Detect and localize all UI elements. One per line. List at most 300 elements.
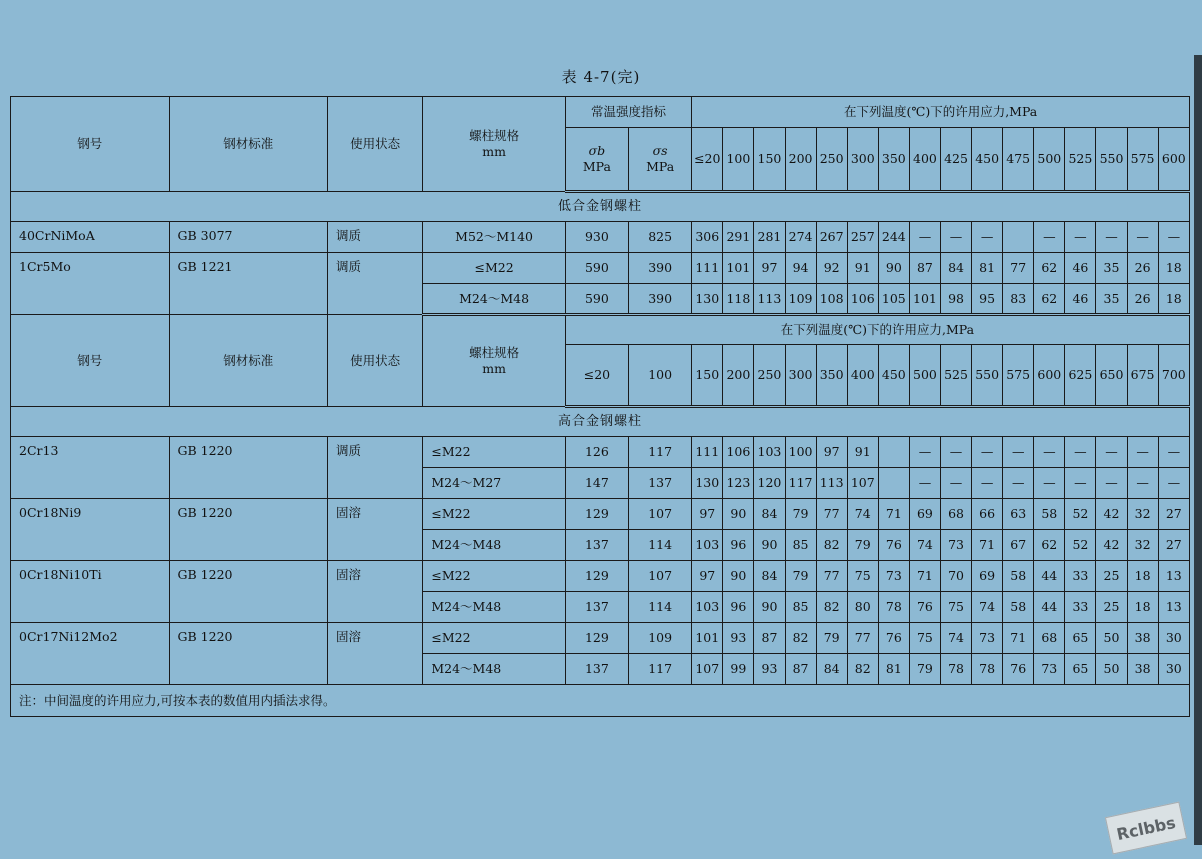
data-row bbox=[11, 623, 1190, 654]
steel-state: 固溶 bbox=[328, 499, 423, 561]
stress-value: 76 bbox=[878, 623, 909, 654]
stress-value: — bbox=[1158, 437, 1189, 468]
sigma-b-value: 590 bbox=[565, 253, 628, 284]
stress-value: 94 bbox=[785, 253, 816, 284]
stress-value: 82 bbox=[785, 623, 816, 654]
stress-value: 99 bbox=[723, 654, 754, 685]
stress-value: 71 bbox=[972, 530, 1003, 561]
watermark-logo: Rclbbs bbox=[1105, 802, 1187, 855]
spec-label: 螺柱规格 bbox=[469, 128, 520, 144]
stress-value: 126 bbox=[565, 437, 628, 468]
temperature-header: 100 bbox=[723, 128, 754, 192]
stress-value: 82 bbox=[816, 530, 847, 561]
stress-value: — bbox=[972, 222, 1003, 253]
stress-value: 97 bbox=[692, 499, 723, 530]
stress-value: 82 bbox=[816, 592, 847, 623]
stress-value: 63 bbox=[1003, 499, 1034, 530]
stress-value: 66 bbox=[972, 499, 1003, 530]
stress-value: 71 bbox=[909, 561, 940, 592]
stress-value: 123 bbox=[723, 468, 754, 499]
steel-state: 调质 bbox=[328, 222, 423, 253]
stress-value: — bbox=[1096, 468, 1127, 499]
stress-value: 147 bbox=[565, 468, 628, 499]
stress-value: 70 bbox=[940, 561, 971, 592]
stress-value: 74 bbox=[940, 623, 971, 654]
stress-value: 27 bbox=[1158, 499, 1189, 530]
stress-value: 33 bbox=[1065, 561, 1096, 592]
stress-value: — bbox=[1096, 437, 1127, 468]
stress-value: 44 bbox=[1034, 561, 1065, 592]
stress-value: 103 bbox=[692, 592, 723, 623]
stress-value: 90 bbox=[754, 592, 785, 623]
temperature-header: 300 bbox=[785, 345, 816, 407]
stress-value: 137 bbox=[565, 530, 628, 561]
stress-value: — bbox=[1034, 468, 1065, 499]
temperature-header: 500 bbox=[1034, 128, 1065, 192]
stress-value: 82 bbox=[847, 654, 878, 685]
stress-value: 90 bbox=[723, 499, 754, 530]
stress-value: 84 bbox=[816, 654, 847, 685]
sigma-s-symbol: σs bbox=[652, 143, 668, 159]
stress-value: 274 bbox=[785, 222, 816, 253]
stress-value: 79 bbox=[785, 499, 816, 530]
stress-value: 77 bbox=[816, 499, 847, 530]
sigma-b-unit: MPa bbox=[582, 159, 611, 174]
stress-value: — bbox=[1003, 468, 1034, 499]
stress-value: 26 bbox=[1127, 253, 1158, 284]
stress-value: 106 bbox=[723, 437, 754, 468]
stress-value: — bbox=[1003, 437, 1034, 468]
stress-value: 13 bbox=[1158, 592, 1189, 623]
temperature-header: 600 bbox=[1034, 345, 1065, 407]
temperature-header: 525 bbox=[1065, 128, 1096, 192]
temperature-header: 250 bbox=[816, 128, 847, 192]
stress-value: 52 bbox=[1065, 499, 1096, 530]
stress-value: 65 bbox=[1065, 654, 1096, 685]
stress-value: 77 bbox=[816, 561, 847, 592]
temperature-header: 575 bbox=[1127, 128, 1158, 192]
temperature-header: 425 bbox=[940, 128, 971, 192]
stress-value: — bbox=[1034, 222, 1065, 253]
stud-spec: M24～M27 bbox=[423, 468, 565, 499]
stress-value: 30 bbox=[1158, 654, 1189, 685]
stress-value: — bbox=[1127, 437, 1158, 468]
data-row bbox=[11, 561, 1190, 592]
stress-value: 130 bbox=[692, 468, 723, 499]
temperature-header: 350 bbox=[878, 128, 909, 192]
cell-text: 钢号 bbox=[77, 136, 103, 152]
stress-value: 101 bbox=[692, 623, 723, 654]
stress-value: 18 bbox=[1127, 561, 1158, 592]
steel-grade: 40CrNiMoA bbox=[11, 222, 170, 253]
stress-value: 67 bbox=[1003, 530, 1034, 561]
stress-value: 114 bbox=[629, 592, 692, 623]
temperature-header: 650 bbox=[1096, 345, 1127, 407]
steel-standard: GB 1220 bbox=[169, 561, 328, 623]
stud-spec: M24～M48 bbox=[423, 530, 565, 561]
stress-value: 69 bbox=[909, 499, 940, 530]
steel-standard: GB 1220 bbox=[169, 623, 328, 685]
stress-value: 76 bbox=[1003, 654, 1034, 685]
stress-value: 117 bbox=[629, 437, 692, 468]
sigma-s-value: 825 bbox=[629, 222, 692, 253]
header-standard bbox=[169, 315, 328, 407]
stress-value: 81 bbox=[972, 253, 1003, 284]
stress-value: 38 bbox=[1127, 623, 1158, 654]
stress-value: 118 bbox=[723, 284, 754, 315]
stress-value: 71 bbox=[878, 499, 909, 530]
sigma-s-value: 390 bbox=[629, 253, 692, 284]
stress-value: 32 bbox=[1127, 499, 1158, 530]
stress-value: 58 bbox=[1034, 499, 1065, 530]
stress-value: — bbox=[940, 437, 971, 468]
temperature-header: 525 bbox=[940, 345, 971, 407]
stress-value: 77 bbox=[1003, 253, 1034, 284]
section-high-alloy: 高合金钢螺柱 bbox=[11, 407, 1190, 437]
sigma-s-value: 390 bbox=[629, 284, 692, 315]
stress-value: 96 bbox=[723, 592, 754, 623]
stress-value: 26 bbox=[1127, 284, 1158, 315]
stress-value: 107 bbox=[847, 468, 878, 499]
temperature-header: 400 bbox=[909, 128, 940, 192]
stress-value: 93 bbox=[754, 654, 785, 685]
stress-value: 130 bbox=[692, 284, 723, 315]
stress-value: 74 bbox=[972, 592, 1003, 623]
stress-value: — bbox=[909, 468, 940, 499]
stress-value bbox=[878, 468, 909, 499]
steel-standard: GB 1220 bbox=[169, 437, 328, 499]
header-stress-title bbox=[692, 97, 1190, 128]
stress-value: 291 bbox=[723, 222, 754, 253]
stud-spec: ≤M22 bbox=[423, 623, 565, 654]
stress-value: 114 bbox=[629, 530, 692, 561]
stress-value: 137 bbox=[629, 468, 692, 499]
stress-value: 137 bbox=[565, 592, 628, 623]
stress-value: 76 bbox=[878, 530, 909, 561]
temperature-header: 675 bbox=[1127, 345, 1158, 407]
stress-value: 129 bbox=[565, 623, 628, 654]
stress-value: 129 bbox=[565, 499, 628, 530]
stress-value: 46 bbox=[1065, 253, 1096, 284]
stress-value: 90 bbox=[723, 561, 754, 592]
section-low-alloy: 低合金钢螺柱 bbox=[11, 192, 1190, 222]
sigma-b-value: 590 bbox=[565, 284, 628, 315]
steel-grade: 2Cr13 bbox=[11, 437, 170, 499]
stress-value: 84 bbox=[754, 499, 785, 530]
stress-value: 78 bbox=[878, 592, 909, 623]
header-spec bbox=[423, 97, 565, 192]
temperature-header: 200 bbox=[785, 128, 816, 192]
stud-spec: ≤M22 bbox=[423, 253, 565, 284]
stress-value: 80 bbox=[847, 592, 878, 623]
stress-value: 13 bbox=[1158, 561, 1189, 592]
stress-value: 42 bbox=[1096, 530, 1127, 561]
stress-value: 75 bbox=[909, 623, 940, 654]
stress-value: — bbox=[1034, 437, 1065, 468]
stress-value: 18 bbox=[1158, 253, 1189, 284]
stress-value: 97 bbox=[692, 561, 723, 592]
stress-value: 91 bbox=[847, 437, 878, 468]
stress-value: 103 bbox=[692, 530, 723, 561]
steel-grade: 0Cr18Ni9 bbox=[11, 499, 170, 561]
temperature-header: 400 bbox=[847, 345, 878, 407]
stress-value: 50 bbox=[1096, 623, 1127, 654]
header-row bbox=[11, 315, 1190, 345]
temperature-header: 550 bbox=[1096, 128, 1127, 192]
stress-value: 103 bbox=[754, 437, 785, 468]
stress-value: 87 bbox=[909, 253, 940, 284]
stress-value: 87 bbox=[785, 654, 816, 685]
stress-value: 79 bbox=[909, 654, 940, 685]
section-row bbox=[11, 407, 1190, 437]
stress-value: 50 bbox=[1096, 654, 1127, 685]
stress-value: 74 bbox=[847, 499, 878, 530]
stress-value: 107 bbox=[629, 499, 692, 530]
temperature-header: 625 bbox=[1065, 345, 1096, 407]
temperature-header: 450 bbox=[972, 128, 1003, 192]
stress-value: 75 bbox=[847, 561, 878, 592]
stress-value: 85 bbox=[785, 592, 816, 623]
stress-value: 27 bbox=[1158, 530, 1189, 561]
section-row bbox=[11, 192, 1190, 222]
stress-value: 18 bbox=[1158, 284, 1189, 315]
stress-value: 38 bbox=[1127, 654, 1158, 685]
stress-value: 111 bbox=[692, 437, 723, 468]
stress-value: 96 bbox=[723, 530, 754, 561]
stress-value: 33 bbox=[1065, 592, 1096, 623]
sigma-s-unit: MPa bbox=[646, 159, 675, 174]
stress-value: 267 bbox=[816, 222, 847, 253]
stress-value: — bbox=[972, 468, 1003, 499]
cell-text: 使用状态 bbox=[350, 352, 401, 368]
stress-value: 73 bbox=[940, 530, 971, 561]
stress-value: 73 bbox=[972, 623, 1003, 654]
stress-value: 69 bbox=[972, 561, 1003, 592]
stud-spec: ≤M22 bbox=[423, 499, 565, 530]
stress-value: 78 bbox=[972, 654, 1003, 685]
stress-value: 107 bbox=[629, 561, 692, 592]
stress-value: 306 bbox=[692, 222, 723, 253]
data-row bbox=[11, 253, 1190, 284]
steel-standard: GB 1221 bbox=[169, 253, 328, 315]
stress-value: 25 bbox=[1096, 561, 1127, 592]
stress-value: 113 bbox=[816, 468, 847, 499]
stress-value: 44 bbox=[1034, 592, 1065, 623]
stress-value: — bbox=[1158, 468, 1189, 499]
steel-state: 固溶 bbox=[328, 623, 423, 685]
stress-value: 120 bbox=[754, 468, 785, 499]
stress-value: 42 bbox=[1096, 499, 1127, 530]
stress-value: 68 bbox=[1034, 623, 1065, 654]
stress-value: 107 bbox=[692, 654, 723, 685]
temperature-header: 500 bbox=[909, 345, 940, 407]
stress-value: 84 bbox=[754, 561, 785, 592]
temperature-header: 250 bbox=[754, 345, 785, 407]
stress-value: 111 bbox=[692, 253, 723, 284]
stress-value: 76 bbox=[909, 592, 940, 623]
header-sigma-b bbox=[565, 128, 628, 192]
steel-state: 调质 bbox=[328, 437, 423, 499]
header-row bbox=[11, 97, 1190, 128]
stress-value: 79 bbox=[847, 530, 878, 561]
header-stress-title bbox=[565, 315, 1189, 345]
allowable-stress-table bbox=[10, 96, 1190, 717]
stress-value: 117 bbox=[629, 654, 692, 685]
temperature-header: 575 bbox=[1003, 345, 1034, 407]
stress-value: 25 bbox=[1096, 592, 1127, 623]
stud-spec: ≤M22 bbox=[423, 561, 565, 592]
stress-value: 93 bbox=[723, 623, 754, 654]
stress-value: 129 bbox=[565, 561, 628, 592]
stress-value bbox=[878, 437, 909, 468]
header-steel bbox=[11, 315, 170, 407]
header-standard bbox=[169, 97, 328, 192]
temperature-header: 200 bbox=[723, 345, 754, 407]
stress-value: — bbox=[1127, 222, 1158, 253]
temperature-header: 350 bbox=[816, 345, 847, 407]
stress-value: 101 bbox=[723, 253, 754, 284]
stress-value: 46 bbox=[1065, 284, 1096, 315]
header-sigma-s bbox=[629, 128, 692, 192]
stress-value: 58 bbox=[1003, 592, 1034, 623]
stress-value: 79 bbox=[816, 623, 847, 654]
stress-value: 62 bbox=[1034, 530, 1065, 561]
stress-value: — bbox=[1127, 468, 1158, 499]
stress-value: 92 bbox=[816, 253, 847, 284]
steel-standard: GB 1220 bbox=[169, 499, 328, 561]
table-caption: 表 4-7(完) bbox=[561, 68, 641, 86]
stress-value: 90 bbox=[754, 530, 785, 561]
stress-value: 58 bbox=[1003, 561, 1034, 592]
stress-value: 100 bbox=[785, 437, 816, 468]
spec-unit: mm bbox=[482, 361, 506, 376]
header-state bbox=[328, 97, 423, 192]
stress-value: 90 bbox=[878, 253, 909, 284]
note-row bbox=[11, 685, 1190, 717]
stress-value: 65 bbox=[1065, 623, 1096, 654]
cell-text: 在下列温度(℃)下的许用应力,MPa bbox=[780, 322, 975, 338]
stress-value: — bbox=[972, 437, 1003, 468]
temperature-header: 450 bbox=[878, 345, 909, 407]
steel-standard: GB 3077 bbox=[169, 222, 328, 253]
spec-unit: mm bbox=[482, 144, 506, 159]
stress-value: 83 bbox=[1003, 284, 1034, 315]
stress-value: 74 bbox=[909, 530, 940, 561]
stress-value: 35 bbox=[1096, 284, 1127, 315]
temperature-header: 475 bbox=[1003, 128, 1034, 192]
stress-value: 98 bbox=[940, 284, 971, 315]
stress-value: 35 bbox=[1096, 253, 1127, 284]
stress-value: 113 bbox=[754, 284, 785, 315]
stress-value: 73 bbox=[1034, 654, 1065, 685]
stress-value: 18 bbox=[1127, 592, 1158, 623]
stud-spec: M24～M48 bbox=[423, 592, 565, 623]
steel-state: 固溶 bbox=[328, 561, 423, 623]
stress-value: 32 bbox=[1127, 530, 1158, 561]
cell-text: 在下列温度(℃)下的许用应力,MPa bbox=[843, 104, 1038, 120]
steel-state: 调质 bbox=[328, 253, 423, 315]
stress-value: 87 bbox=[754, 623, 785, 654]
stress-value: 95 bbox=[972, 284, 1003, 315]
stress-value: 52 bbox=[1065, 530, 1096, 561]
stress-value: 281 bbox=[754, 222, 785, 253]
data-row bbox=[11, 499, 1190, 530]
stud-spec: ≤M22 bbox=[423, 437, 565, 468]
stress-value: — bbox=[909, 222, 940, 253]
stress-value: 109 bbox=[785, 284, 816, 315]
temperature-header: 550 bbox=[972, 345, 1003, 407]
stress-value: 85 bbox=[785, 530, 816, 561]
stress-value: 79 bbox=[785, 561, 816, 592]
stress-value bbox=[1003, 222, 1034, 253]
steel-grade: 0Cr18Ni10Ti bbox=[11, 561, 170, 623]
stress-value: 137 bbox=[565, 654, 628, 685]
stress-value: 62 bbox=[1034, 284, 1065, 315]
data-row bbox=[11, 222, 1190, 253]
cell-text: 使用状态 bbox=[350, 136, 401, 152]
stress-value: 68 bbox=[940, 499, 971, 530]
header-state bbox=[328, 315, 423, 407]
stress-value: 109 bbox=[629, 623, 692, 654]
header-spec bbox=[423, 315, 565, 407]
stress-value: — bbox=[909, 437, 940, 468]
page-edge-shadow bbox=[1194, 55, 1202, 845]
stud-spec: M24～M48 bbox=[423, 654, 565, 685]
header-steel bbox=[11, 97, 170, 192]
header-strength bbox=[565, 97, 691, 128]
stress-value: — bbox=[1096, 222, 1127, 253]
cell-text: 钢材标准 bbox=[223, 136, 274, 152]
cell-text: 钢号 bbox=[77, 352, 103, 368]
sigma-b-symbol: σb bbox=[588, 143, 606, 159]
stress-value: 84 bbox=[940, 253, 971, 284]
temperature-header: 600 bbox=[1158, 128, 1189, 192]
stress-value: 71 bbox=[1003, 623, 1034, 654]
steel-grade: 1Cr5Mo bbox=[11, 253, 170, 315]
stress-value: 75 bbox=[940, 592, 971, 623]
stress-value: 101 bbox=[909, 284, 940, 315]
stud-spec: M52～M140 bbox=[423, 222, 565, 253]
stress-value: 97 bbox=[754, 253, 785, 284]
temperature-header: 700 bbox=[1158, 345, 1189, 407]
stress-value: — bbox=[1065, 222, 1096, 253]
stress-value: — bbox=[1065, 468, 1096, 499]
stress-value: 78 bbox=[940, 654, 971, 685]
stress-value: 117 bbox=[785, 468, 816, 499]
stress-value: 106 bbox=[847, 284, 878, 315]
temperature-header: 100 bbox=[629, 345, 692, 407]
stress-value: 81 bbox=[878, 654, 909, 685]
temperature-header: ≤20 bbox=[692, 128, 723, 192]
stress-value: 97 bbox=[816, 437, 847, 468]
temperature-header: 150 bbox=[754, 128, 785, 192]
stress-value: 30 bbox=[1158, 623, 1189, 654]
stress-value: 73 bbox=[878, 561, 909, 592]
spec-label: 螺柱规格 bbox=[469, 345, 520, 361]
cell-text: 常温强度指标 bbox=[591, 104, 667, 120]
steel-grade: 0Cr17Ni12Mo2 bbox=[11, 623, 170, 685]
table-note: 注：中间温度的许用应力,可按本表的数值用内插法求得。 bbox=[11, 685, 1190, 717]
stress-value: — bbox=[940, 222, 971, 253]
stress-value: 77 bbox=[847, 623, 878, 654]
stress-value: 105 bbox=[878, 284, 909, 315]
temperature-header: 300 bbox=[847, 128, 878, 192]
stress-value: — bbox=[940, 468, 971, 499]
stress-value: 62 bbox=[1034, 253, 1065, 284]
stress-value: 257 bbox=[847, 222, 878, 253]
temperature-header: 150 bbox=[692, 345, 723, 407]
cell-text: 钢材标准 bbox=[223, 352, 274, 368]
